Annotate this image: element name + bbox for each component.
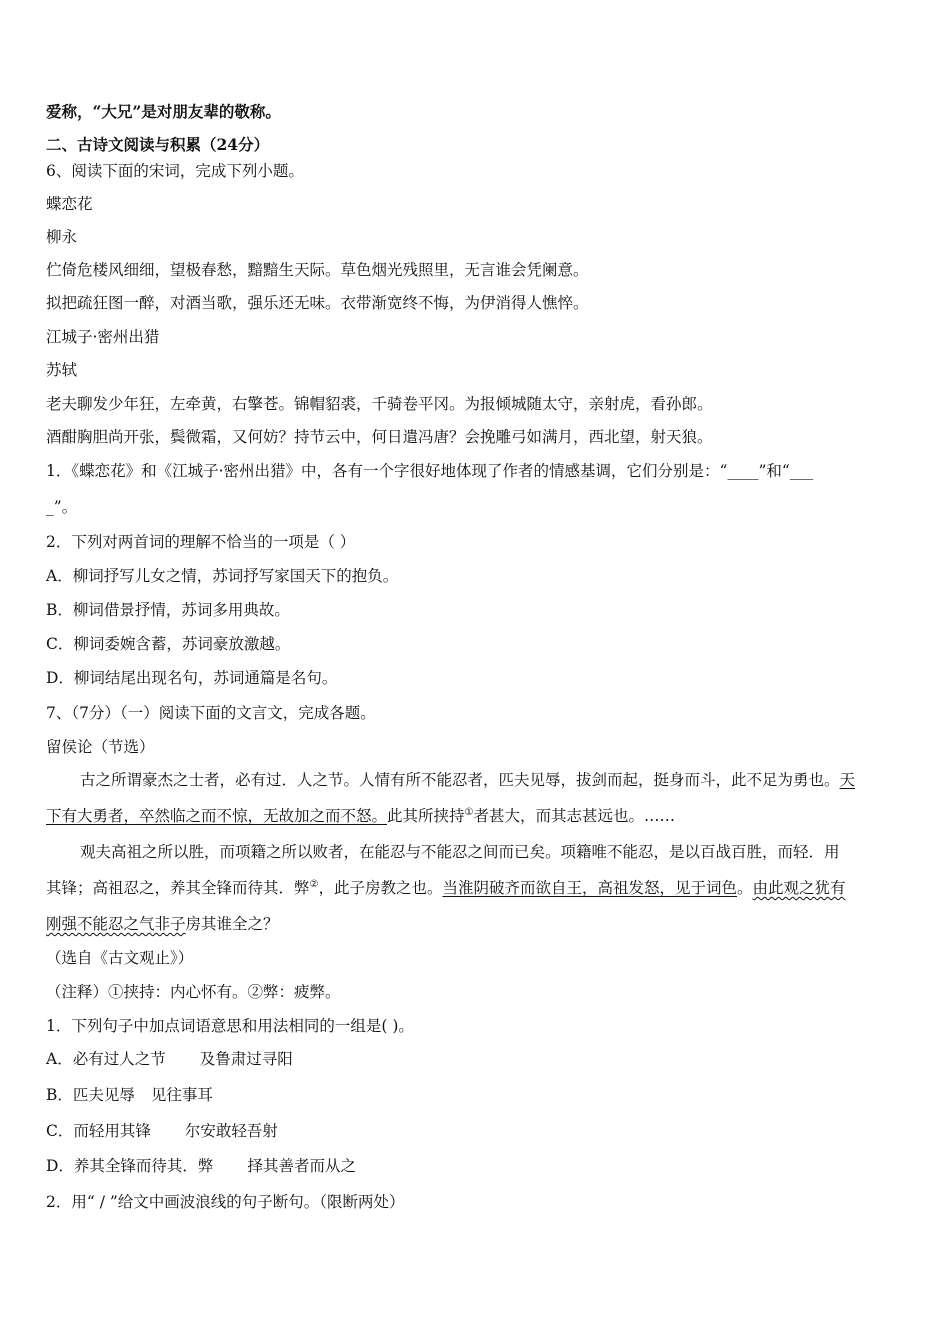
option-c: C．柳词委婉含蓄，苏词豪放激越。 bbox=[46, 635, 291, 653]
footnote-marker-1: ① bbox=[464, 806, 474, 818]
poem-1-stanza-2: 拟把疏狂图一醉，对酒当歌，强乐还无味。衣带渐宽终不悔，为伊消得人憔悴。 bbox=[46, 294, 589, 312]
question-6-2: 2．下列对两首词的理解不恰当的一项是（ ） bbox=[46, 533, 356, 551]
question-7-2: 2．用“ / ”给文中画波浪线的句子断句。（限断两处） bbox=[46, 1193, 405, 1211]
option-d: D．柳词结尾出现名句，苏词通篇是名句。 bbox=[46, 669, 338, 687]
passage-paragraph-1-cont bbox=[46, 806, 906, 826]
passage-text: ，此子房教之也。 bbox=[318, 879, 443, 897]
passage-paragraph-2-cont bbox=[46, 878, 906, 898]
poem-1-author: 柳永 bbox=[46, 228, 78, 246]
option-d bbox=[46, 1156, 906, 1176]
option-a bbox=[46, 1049, 906, 1069]
question-6-prompt: 6、阅读下面的宋词，完成下列小题。 bbox=[46, 162, 304, 180]
option-a-second: 及鲁肃过寻阳 bbox=[199, 1050, 293, 1068]
underlined-sentence: 当淮阴破齐而欲自王，高祖发怒，见于词色 bbox=[442, 879, 738, 897]
passage-paragraph-2-end bbox=[46, 914, 906, 934]
option-b: B．柳词借景抒情，苏词多用典故。 bbox=[46, 601, 290, 619]
wavy-underlined-sentence: 由此观之犹有 bbox=[752, 879, 846, 897]
poem-2-stanza-2: 酒酣胸胆尚开张，鬓微霜，又何妨？持节云中，何日遣冯唐？会挽雕弓如满月，西北望，射天狼。 bbox=[46, 428, 713, 446]
passage-paragraph-1 bbox=[80, 770, 906, 790]
poem-1-stanza-1: 伫倚危楼风细细，望极春愁，黯黯生天际。草色烟光残照里，无言谁会凭阑意。 bbox=[46, 261, 589, 279]
question-6-1-cont: _”。 bbox=[46, 498, 78, 516]
passage-text: 其锋；高祖忍之，养其全锋而待其．弊 bbox=[46, 879, 310, 897]
option-b bbox=[46, 1085, 906, 1105]
underlined-sentence: 天 bbox=[839, 771, 856, 789]
option-b-second: 见往事耳 bbox=[150, 1086, 213, 1104]
passage-source: （选自《古文观止》） bbox=[46, 949, 194, 967]
poem-2-title: 江城子·密州出猎 bbox=[46, 328, 160, 346]
section-heading: 二、古诗文阅读与积累（24分） bbox=[46, 135, 270, 154]
question-7-prompt: 7、（7分）（一）阅读下面的文言文，完成各题。 bbox=[46, 704, 376, 722]
question-7-1: 1．下列句子中加点词语意思和用法相同的一组是( )。 bbox=[46, 1017, 414, 1035]
option-d-second: 择其善者而从之 bbox=[247, 1157, 356, 1175]
poem-2-stanza-1: 老夫聊发少年狂，左牵黄，右擎苍。锦帽貂裘，千骑卷平冈。为报倾城随太守，亲射虎，看孙郎。 bbox=[46, 395, 713, 413]
option-c-first: C．而轻用其锋 bbox=[46, 1122, 151, 1140]
option-d-first: D．养其全锋而待其．弊 bbox=[46, 1157, 214, 1175]
passage-notes: （注释）①挟持：内心怀有。②弊：疲弊。 bbox=[46, 983, 341, 1001]
intro-note-line: 爱称，“大兄”是对朋友辈的敬称。 bbox=[46, 102, 281, 121]
underlined-sentence: 下有大勇者，卒然临之而不惊，无故加之而不怒。 bbox=[46, 807, 388, 825]
passage-text: 古之所谓豪杰之士者，必有过．人之节。人情有所不能忍者，匹夫见辱，拔剑而起，挺身而斗，此不足为勇也。 bbox=[80, 771, 840, 789]
question-6-1: 1．《蝶恋花》和《江城子·密州出猎》中，各有一个字很好地体现了作者的情感基调，它们分别是：“____”和“___ bbox=[46, 462, 814, 480]
passage-text: 此其所挟持 bbox=[387, 807, 465, 825]
poem-1-title: 蝶恋花 bbox=[46, 195, 93, 213]
option-a: A．柳词抒写儿女之情，苏词抒写家国天下的抱负。 bbox=[46, 567, 399, 585]
passage-text: 者甚大，而其志甚远也。…… bbox=[473, 807, 676, 825]
option-a-first: A．必有过人之节 bbox=[46, 1050, 166, 1068]
option-c-second: 尔安敢轻吾射 bbox=[184, 1122, 278, 1140]
option-b-first: B．匹夫见辱 bbox=[46, 1086, 135, 1104]
poem-2-author: 苏轼 bbox=[46, 361, 78, 379]
passage-paragraph-2: 观夫高祖之所以胜，而项籍之所以败者，在能忍与不能忍之间而已矣。项籍唯不能忍，是以百战百胜，而轻．用 bbox=[80, 843, 840, 861]
passage-title: 留侯论（节选） bbox=[46, 738, 155, 756]
wavy-underlined-sentence: 刚强不能忍之气非子 bbox=[46, 915, 186, 933]
footnote-marker-2: ② bbox=[309, 878, 319, 890]
passage-text: 房其谁全之？ bbox=[185, 915, 279, 933]
option-c bbox=[46, 1121, 906, 1141]
passage-text: 。 bbox=[737, 879, 753, 897]
